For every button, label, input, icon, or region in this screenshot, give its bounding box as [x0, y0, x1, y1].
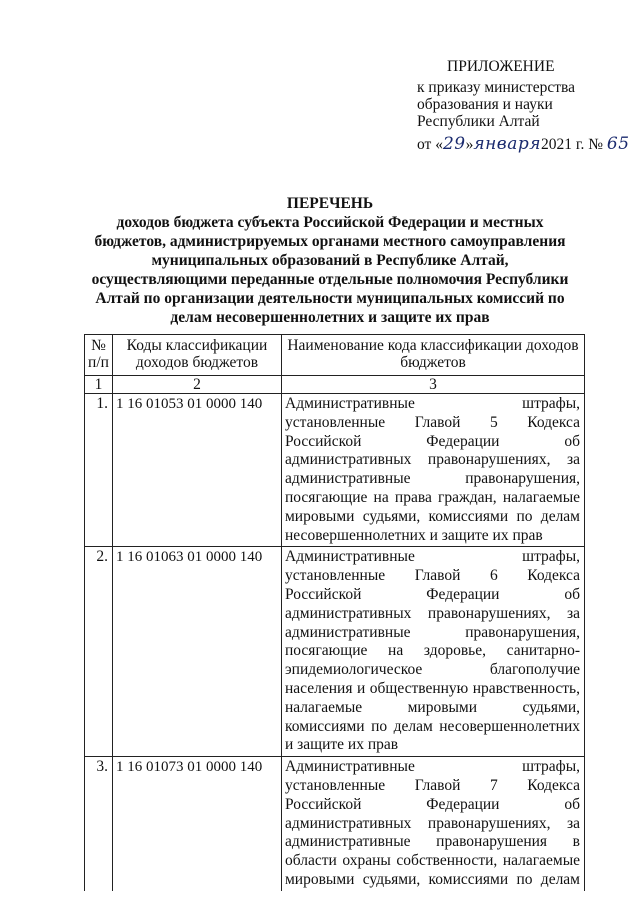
description-line: административные правонарушения,	[285, 470, 580, 488]
column-numbers-row	[85, 376, 585, 394]
title-heading: ПЕРЕЧЕНЬ	[286, 195, 374, 212]
description-line: населения и общественную нравственность,	[285, 679, 580, 697]
order-date-line	[417, 134, 630, 154]
revenue-codes-table	[84, 334, 585, 891]
column-number: 3	[282, 376, 585, 394]
description-line: комиссиями по делам несовершеннолетних	[285, 717, 580, 735]
description-line: административных правонарушениях, за	[285, 604, 580, 622]
title-line: Алтай по организации деятельности муниципальных комиссий по	[95, 290, 565, 307]
description-line: посягающие на права граждан, налагаемые	[285, 488, 580, 506]
appendix-title: ПРИЛОЖЕНИЕ	[447, 58, 555, 75]
order-year: 2021 г. №	[540, 136, 603, 153]
appendix-block	[417, 58, 630, 154]
row-code: 1 16 01053 01 0000 140	[113, 394, 282, 547]
description-line: установленные Главой 6 Кодекса	[285, 567, 580, 585]
order-date-sep: »	[465, 136, 474, 153]
description-line: Административные штрафы,	[285, 395, 580, 412]
header-name: Наименование кода классификации доходов бюджетов	[282, 335, 585, 376]
appendix-line-2: образования и науки	[417, 96, 553, 113]
document-title	[60, 194, 600, 327]
description-line: посягающие на здоровье, санитарно-	[285, 642, 580, 660]
title-line: делам несовершеннолетних и защите их прав	[170, 309, 490, 326]
table-header-row	[85, 335, 585, 376]
title-line: бюджетов, администрируемых органами местного самоуправления	[94, 233, 566, 250]
description-line: установленные Главой 7 Кодекса	[285, 776, 580, 794]
description-line: Административные штрафы,	[285, 758, 580, 776]
table-row	[85, 394, 585, 547]
header-code: Коды классификации доходов бюджетов	[113, 335, 282, 376]
description-line: и защите их прав	[285, 736, 399, 754]
description-line: Российской Федерации об	[285, 795, 580, 813]
order-number: 65	[606, 134, 630, 154]
appendix-line-1: к приказу министерства	[417, 79, 575, 96]
description-line: Административные штрафы,	[285, 548, 580, 566]
description-line: области охраны собственности, налагаемые	[285, 852, 580, 870]
description-line: административных правонарушениях, за	[285, 814, 580, 832]
description-line: эпидемиологическое благополучие	[285, 661, 580, 679]
description-line: административных правонарушениях, за	[285, 451, 580, 469]
row-number: 3.	[85, 757, 113, 891]
table-row	[85, 547, 585, 757]
description-line: мировыми судьями, комиссиями по делам	[285, 870, 580, 888]
appendix-line-3: Республики Алтай	[417, 113, 540, 130]
column-number: 1	[85, 376, 113, 394]
description-line: Российской Федерации об	[285, 585, 580, 603]
title-line: доходов бюджета субъекта Российской Федерации и местных	[116, 214, 544, 231]
table-row	[85, 757, 585, 891]
row-code: 1 16 01063 01 0000 140	[113, 547, 282, 757]
description-line: административные правонарушения в	[285, 833, 580, 851]
description-line: налагаемые мировыми судьями,	[285, 698, 580, 716]
description-line: установленные Главой 5 Кодекса	[285, 413, 580, 431]
row-description	[282, 757, 585, 891]
header-number: № п/п	[85, 335, 113, 376]
row-description	[282, 547, 585, 757]
row-number: 2.	[85, 547, 113, 757]
column-number: 2	[113, 376, 282, 394]
order-date-prefix: от «	[417, 136, 443, 153]
row-description	[282, 394, 585, 547]
title-line: муниципальных образований в Республике Алтай,	[151, 252, 509, 269]
description-line: мировыми судьями, комиссиями по делам	[285, 507, 580, 525]
order-day: 29	[442, 134, 466, 154]
description-line: несовершеннолетних и защите их прав	[285, 526, 543, 544]
title-line: осуществляющими переданные отдельные полномочия Республики	[91, 271, 569, 288]
row-number: 1.	[85, 394, 113, 547]
row-code: 1 16 01073 01 0000 140	[113, 757, 282, 891]
order-month: января	[473, 134, 541, 154]
description-line: административные правонарушения,	[285, 623, 580, 641]
description-line: Российской Федерации об	[285, 432, 580, 450]
